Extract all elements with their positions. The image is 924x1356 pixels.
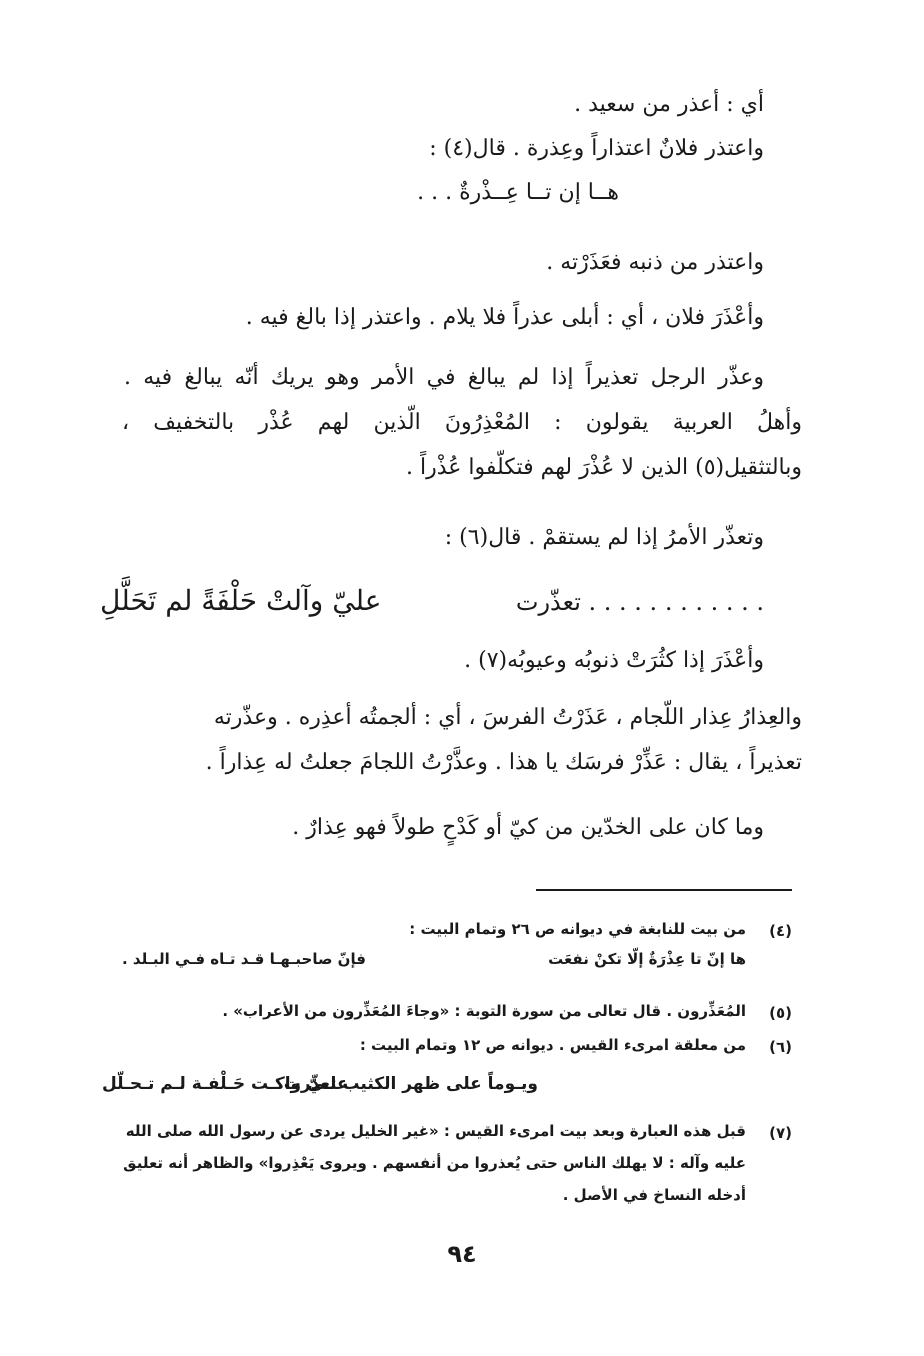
body-line-10: وأعْذَرَ إذا كثُرَتْ ذنوبُه وعيوبُه(٧) . xyxy=(464,648,764,673)
verse-second-hemistich: عليّ وآلتْ حَلْفَةً لم تَحَلَّلِ xyxy=(100,584,382,617)
footnote-5-text: المُعَذِّرون . قال تعالى من سورة التوبة : «وجاءَ المُعَذِّرون من الأعراب» . xyxy=(222,1002,746,1020)
body-line-11: والعِذارُ عِذار اللّجام ، عَذَرْتُ الفرسَ ، أي : ألجمتُه أعذِره . وعذّرته xyxy=(213,705,802,730)
page-number: ٩٤ xyxy=(447,1240,477,1268)
body-line-2: واعتذر فلانٌ اعتذاراً وعِذرة . قال(٤) : xyxy=(429,136,764,161)
footnote-4-verse-b: فإنّ صاحبـهـا قـد تـاه فـي البـلد . xyxy=(122,950,366,968)
body-line-8: وبالتثقيل(٥) الذين لا عُذْرَ لهم فتكلّفوا عُذْراً . xyxy=(406,455,802,480)
footnote-number-5: (٥) xyxy=(769,1004,792,1022)
body-line-9: وتعذّر الأمرُ إذا لم يستقمْ . قال(٦) : xyxy=(444,525,764,550)
body-line-5: وأعْذَرَ فلان ، أي : أبلى عذراً فلا يلام . واعتذر إذا بالغ فيه . xyxy=(245,305,764,330)
body-line-7: وأهلُ العربية يقولون : المُعْذِرُونَ الّذين لهم عُذْر بالتخفيف ، xyxy=(122,410,802,435)
verse-first-hemistich: . . . . . . . . . . . . تعذّرت xyxy=(515,588,764,616)
verse-fragment: هــا إن تــا عِــذْرةٌ . . . xyxy=(417,180,619,205)
footnote-number-6: (٦) xyxy=(769,1038,792,1056)
footnote-4-text: من بيت للنابغة في ديوانه ص ٢٦ وتمام البيت : xyxy=(409,920,746,938)
body-line-4: واعتذر من ذنبه فعَذَرْته . xyxy=(546,250,764,275)
footnote-7-line-1: قبل هذه العبارة وبعد بيت امرىء القيس : «غير الخليل يردى عن رسول الله صلى الله xyxy=(125,1122,746,1140)
footnote-7-line-2: عليه وآله : لا يهلك الناس حتى يُعذروا من أنفسهم . ويروى يَعْذِروا» والظاهر أنه تعليق xyxy=(123,1154,746,1172)
body-line-13: وما كان على الخدّين من كيّ أو كَدْحٍ طولاً فهو عِذارٌ . xyxy=(292,815,764,840)
footnote-6-verse-a: ويـوماً على ظهر الكثيب تعذّرت xyxy=(283,1074,538,1094)
footnote-7-line-3: أدخله النساخ في الأصل . xyxy=(562,1186,746,1204)
body-line-1: أي : أعذر من سعيد . xyxy=(574,92,764,117)
footnote-number-4: (٤) xyxy=(769,922,792,940)
footnote-separator xyxy=(536,889,792,891)
footnote-6-verse-b: علـيّ واكـت حَـلْفـة لـم تـحـلّل xyxy=(102,1074,349,1094)
footnote-4-verse-a: ها إنّ تا عِذْرَةٌ إلّا تكنْ نفعَت xyxy=(548,950,746,968)
footnote-number-7: (٧) xyxy=(769,1124,792,1142)
body-line-12: تعذيراً ، يقال : عَذِّرْ فرسَك يا هذا . وعذَّرْتُ اللجامَ جعلتُ له عِذاراً . xyxy=(205,750,802,775)
body-line-6: وعذّر الرجل تعذيراً إذا لم يبالغ في الأمر وهو يريك أنّه يبالغ فيه . xyxy=(124,365,764,390)
footnote-6-text: من معلقة امرىء القيس . ديوانه ص ١٢ وتمام البيت : xyxy=(359,1036,746,1054)
